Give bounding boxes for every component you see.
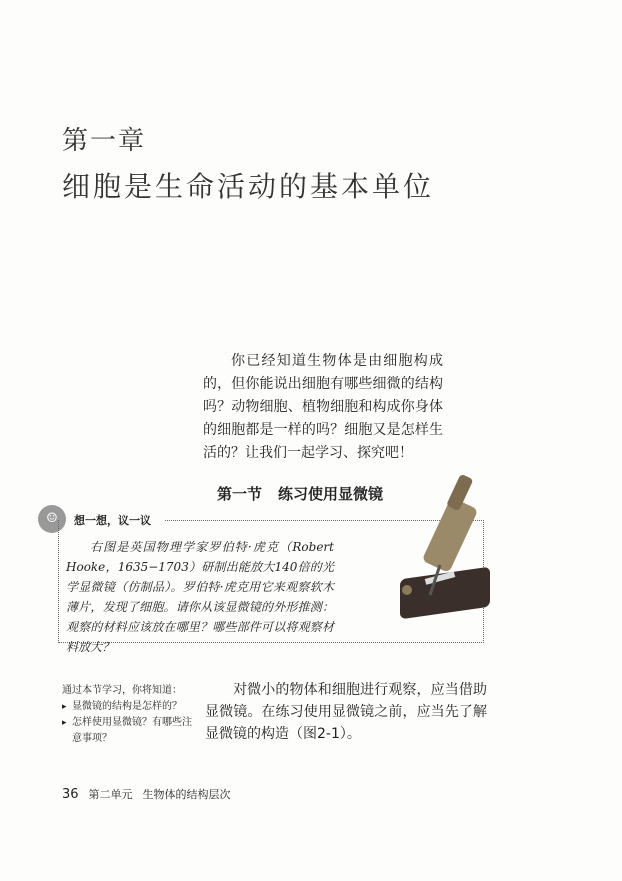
page-number: 36 xyxy=(62,787,79,802)
chapter-title: 细胞是生命活动的基本单位 xyxy=(62,170,435,203)
intro-paragraph: 你已经知道生物体是由细胞构成的，但你能说出细胞有哪些细微的结构吗？动物细胞、植物细胞和构成你身体的细胞都是一样的吗？细胞又是怎样生活的？让我们一起学习、探究吧！ xyxy=(203,353,443,461)
section-heading xyxy=(0,483,600,504)
learning-goals xyxy=(62,683,192,747)
section-title: 练习使用显微镜 xyxy=(278,485,384,503)
think-discuss-icon: ☺ xyxy=(38,505,66,533)
chapter-number: 第一章 xyxy=(62,126,147,156)
microscope-image xyxy=(395,470,495,630)
think-text: 右图是英国物理学家罗伯特·虎克（Robert Hooke，1635−1703）研制出能放大140倍的光学显微镜（仿制品）。罗伯特·虎克用它来观察软木薄片，发现了细胞。请你从该显微镜的外形推测：观察的材料应该放在哪里？哪些部件可以将观察材料放大？ xyxy=(66,540,334,654)
unit-label: 第二单元 xyxy=(88,788,133,801)
section-number: 第一节 xyxy=(216,485,262,503)
goal-item: ▸ 显微镜的结构是怎样的？ xyxy=(62,699,192,715)
page-footer xyxy=(62,786,241,802)
body-paragraph: 对微小的物体和细胞进行观察，应当借助显微镜。在练习使用显微镜之前，应当先了解显微镜的构造（图2-1）。 xyxy=(205,682,487,742)
unit-title: 生物体的结构层次 xyxy=(142,788,231,801)
goal-item: ▸ 怎样使用显微镜？有哪些注意事项？ xyxy=(62,715,192,747)
think-label: 想一想，议一议 xyxy=(74,514,151,527)
goals-heading: 通过本节学习，你将知道： xyxy=(62,685,182,696)
